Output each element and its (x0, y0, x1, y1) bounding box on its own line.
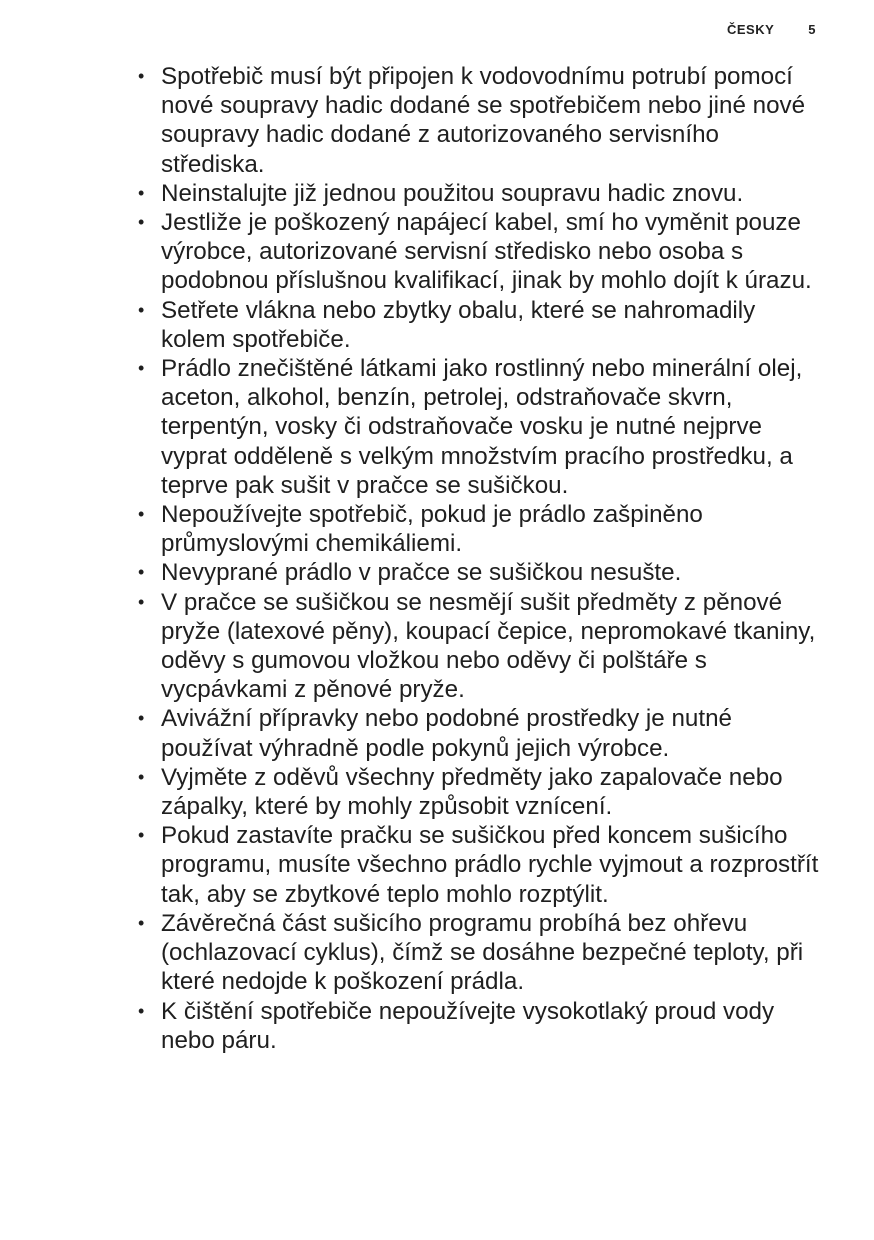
bullet-icon: • (138, 212, 145, 233)
list-item-text: K čištění spotřebiče nepoužívejte vysokotlaký proud vody nebo páru. (161, 997, 775, 1054)
list-item (134, 909, 824, 997)
list-item-text: Setřete vlákna nebo zbytky obalu, které se nahromadily kolem spotřebiče. (161, 296, 756, 353)
bullet-icon: • (138, 182, 145, 203)
list-item-text: Spotřebič musí být připojen k vodovodnímu potrubí pomocí nové soupravy hadic dodané se spotřebičem nebo jiné nové soupravy hadic dodané z autorizovaného servisního střediska. (161, 63, 806, 178)
list-item-text: Jestliže je poškozený napájecí kabel, smí ho vyměnit pouze výrobce, autorizované servisní středisko nebo osoba s podobnou příslušnou kvalifikací, jinak by mohlo dojít k úrazu. (161, 209, 812, 295)
bullet-icon: • (138, 591, 145, 612)
list-item-text: Vyjměte z oděvů všechny předměty jako zapalovače nebo zápalky, které by mohly způsobit vznícení. (161, 763, 783, 821)
bullet-icon: • (138, 66, 145, 86)
list-item-text: V pračce se sušičkou se nesmějí sušit předměty z pěnové pryže (latexové pěny), koupací čepice, nepromokavé tkaniny, oděvy s gumovou vložkou nebo oděvy či polštáře s vycpávkami z pěnové pryže. (161, 588, 816, 704)
list-item-text: Prádlo znečištěné látkami jako rostlinný nebo minerální olej, aceton, alkohol, benzín, petrolej, odstraňovače skvrn, terpentýn, vosky či odstraňovače vosku je nutné nejprve vyprat odděleně s velkým množstvím pracího prostředku, a teprve pak sušit v pračce se sušičkou. (161, 355, 803, 499)
list-item-text: Avivážní přípravky nebo podobné prostředky je nutné používat výhradně podle pokynů jejich výrobce. (161, 705, 733, 762)
bullet-icon: • (138, 504, 145, 525)
list-item-text: Neinstalujte již jednou použitou soupravu hadic znovu. (161, 179, 744, 207)
list-item-text: Nepoužívejte spotřebič, pokud je prádlo zašpiněno průmyslovými chemikáliemi. (161, 501, 703, 558)
safety-instructions-list (134, 62, 824, 1055)
bullet-icon: • (138, 1000, 145, 1021)
list-item (134, 296, 824, 354)
list-item-text: Pokud zastavíte pračku se sušičkou před koncem sušicího programu, musíte všechno prádlo rychle vyjmout a rozprostřít tak, aby se zbytkové teplo mohlo rozptýlit. (161, 822, 819, 908)
page-number: 5 (808, 22, 816, 37)
list-item (134, 704, 824, 762)
list-item (134, 763, 824, 821)
list-item-text: Závěrečná část sušicího programu probíhá bez ohřevu (ochlazovací cyklus), čímž se dosáhne bezpečné teploty, při které nedojde k poškození prádla. (161, 909, 804, 996)
list-item (134, 558, 824, 587)
list-item (134, 500, 824, 558)
language-label: ČESKY (726, 22, 775, 37)
bullet-icon: • (138, 912, 145, 933)
bullet-icon: • (138, 299, 145, 320)
list-item (134, 588, 824, 705)
bullet-icon: • (138, 562, 145, 583)
page-header (727, 22, 816, 37)
list-item (134, 179, 824, 208)
list-item (134, 62, 824, 179)
list-item (134, 821, 824, 909)
bullet-icon: • (138, 825, 145, 846)
list-item (134, 354, 824, 500)
list-item (134, 208, 824, 296)
bullet-icon: • (138, 708, 145, 729)
list-item-text: Nevyprané prádlo v pračce se sušičkou nesušte. (161, 559, 682, 587)
bullet-icon: • (138, 766, 145, 787)
bullet-icon: • (138, 358, 145, 379)
list-item (134, 997, 824, 1055)
